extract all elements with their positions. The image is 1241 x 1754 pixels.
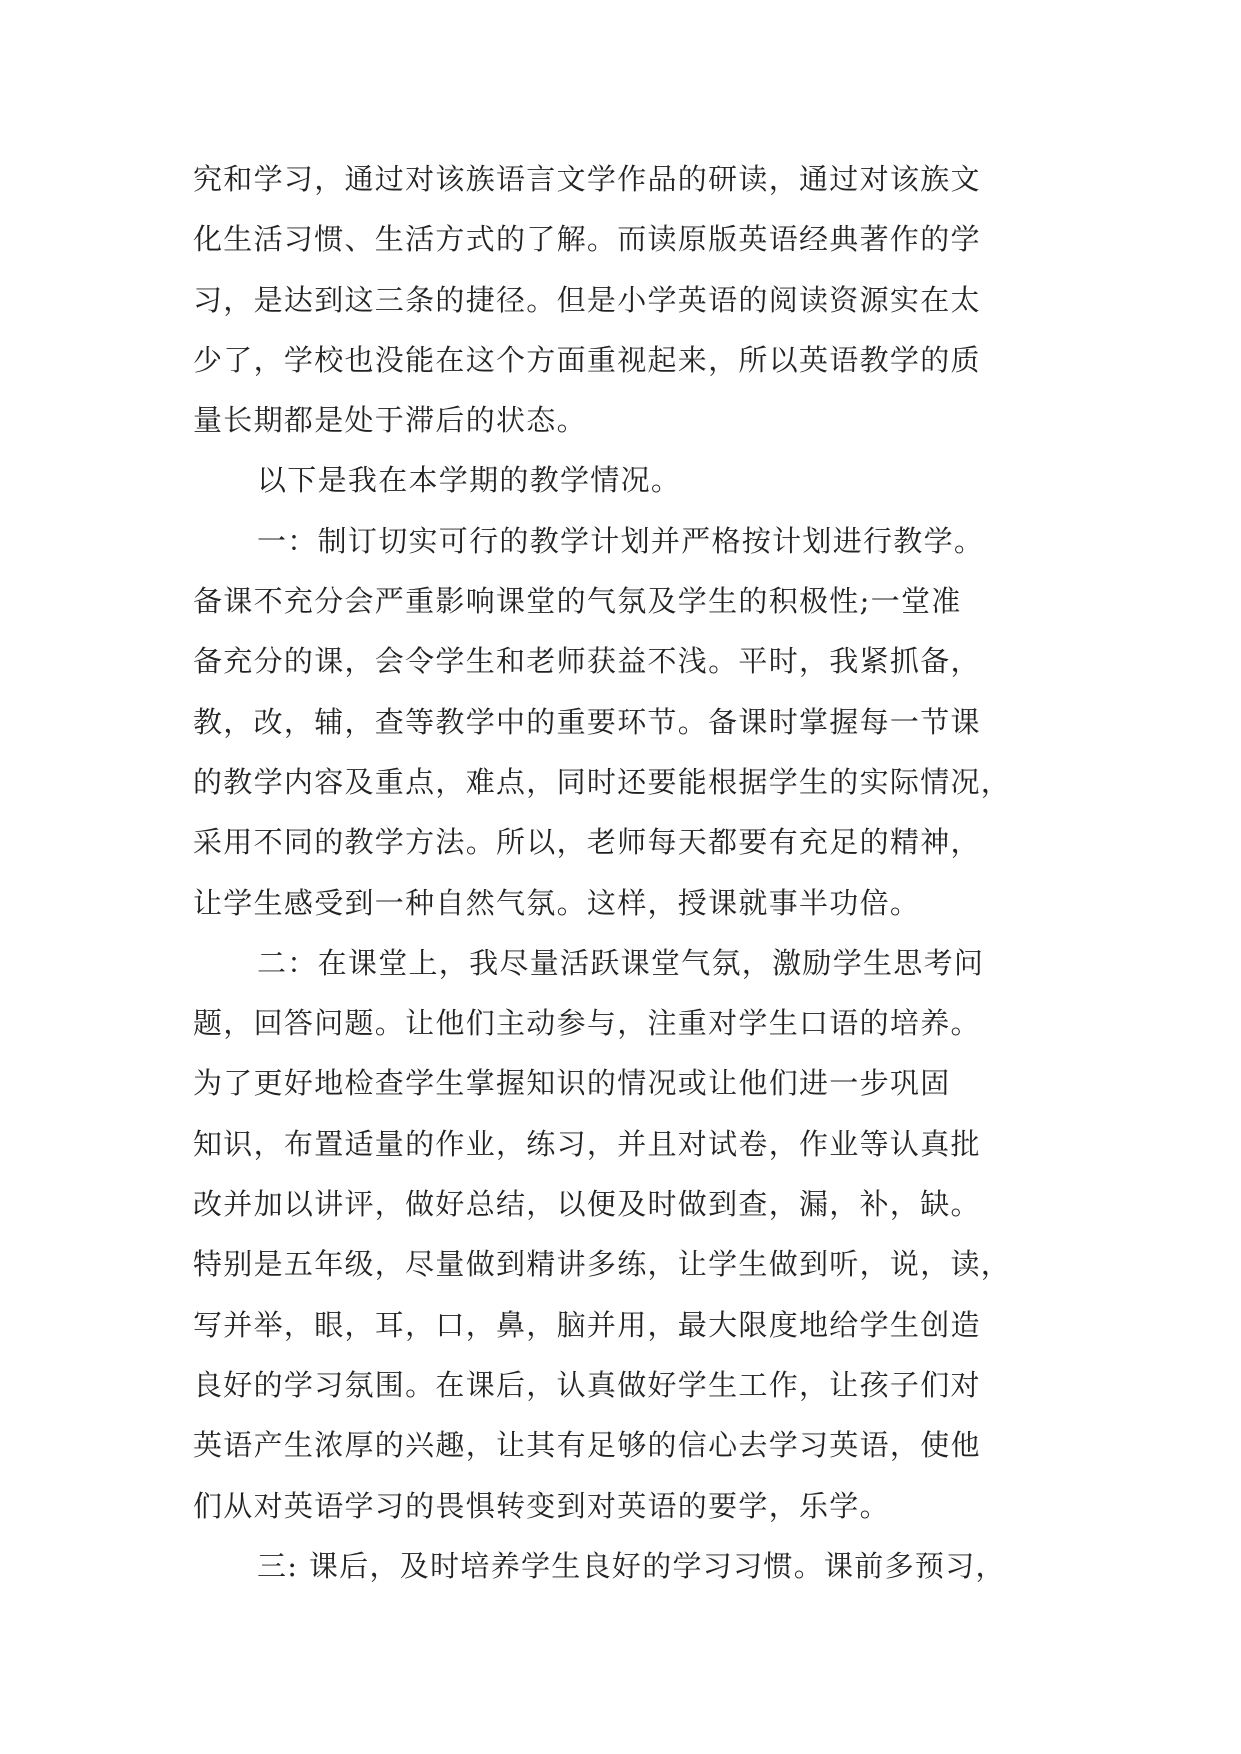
- text-line: 英语产生浓厚的兴趣，让其有足够的信心去学习英语，使他: [193, 1428, 981, 1463]
- text-line: 为了更好地检查学生掌握知识的情况或让他们进一步巩固: [193, 1066, 951, 1101]
- section-one-heading: 一：制订切实可行的教学计划并严格按计划进行教学。: [257, 523, 985, 558]
- text-line: 采用不同的教学方法。所以，老师每天都要有充足的精神，: [193, 825, 981, 860]
- text-line: 教，改，辅，查等教学中的重要环节。备课时掌握每一节课: [193, 704, 981, 739]
- text-line: 写并举，眼，耳，口，鼻，脑并用，最大限度地给学生创造: [193, 1307, 981, 1342]
- text-line: 特别是五年级，尽量做到精讲多练，让学生做到听，说，读，: [193, 1247, 1012, 1282]
- text-line: 备充分的课，会令学生和老师获益不浅。平时，我紧抓备，: [193, 644, 981, 679]
- text-line: 知识，布置适量的作业，练习，并且对试卷，作业等认真批: [193, 1126, 981, 1161]
- text-line: 备课不充分会严重影响课堂的气氛及学生的积极性;一堂准: [193, 584, 962, 619]
- section-three-start: 三: 课后，及时培养学生良好的学习习惯。课前多预习，: [257, 1548, 1006, 1583]
- text-line: 改并加以讲评，做好总结，以便及时做到查，漏，补，缺。: [193, 1187, 981, 1222]
- text-line: 的教学内容及重点，难点，同时还要能根据学生的实际情况，: [193, 764, 1012, 799]
- text-line: 们从对英语学习的畏惧转变到对英语的要学，乐学。: [193, 1488, 890, 1523]
- text-line: 习，是达到这三条的捷径。但是小学英语的阅读资源实在太: [193, 282, 981, 317]
- paragraph-start: 以下是我在本学期的教学情况。: [257, 463, 682, 498]
- text-line: 化生活习惯、生活方式的了解。而读原版英语经典著作的学: [193, 222, 981, 257]
- section-two-start: 二：在课堂上，我尽量活跃课堂气氛，激励学生思考问: [257, 945, 985, 980]
- text-line: 究和学习，通过对该族语言文学作品的研读，通过对该族文: [193, 162, 981, 196]
- text-line: 良好的学习氛围。在课后，认真做好学生工作，让孩子们对: [193, 1367, 981, 1402]
- text-line: 题，回答问题。让他们主动参与，注重对学生口语的培养。: [193, 1006, 981, 1041]
- body-text: [193, 161, 1073, 1608]
- text-line: 让学生感受到一种自然气氛。这样，授课就事半功倍。: [193, 885, 921, 920]
- text-line: 少了，学校也没能在这个方面重视起来，所以英语教学的质: [193, 342, 981, 377]
- text-line: 量长期都是处于滞后的状态。: [193, 403, 587, 438]
